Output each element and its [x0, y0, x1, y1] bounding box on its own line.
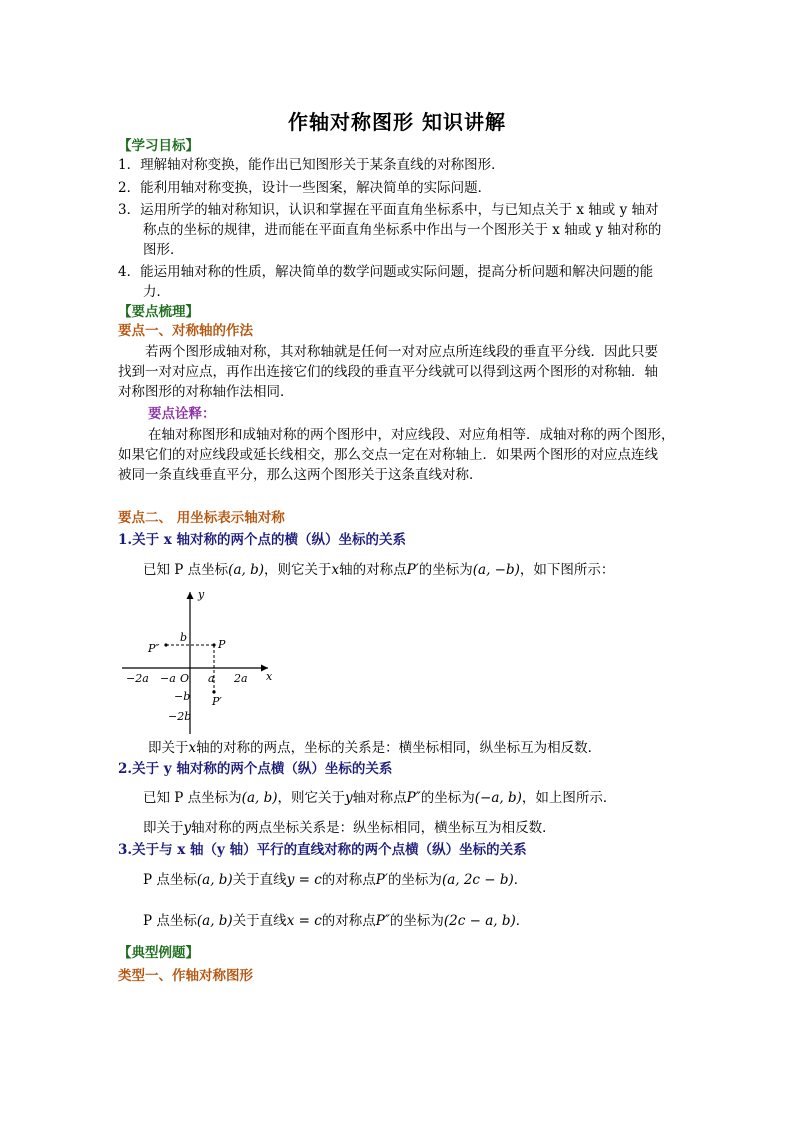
label-neg-a: −a: [160, 672, 176, 685]
point-P-prime: [212, 690, 215, 693]
goal-2: 2．能利用轴对称变换，设计一些图案，解决简单的实际问题．: [118, 180, 492, 196]
point2-sub1-text: 已知 P 点坐标(a, b)，则它关于x轴的对称点P′的坐标为(a, −b)，如下图所示：: [143, 562, 615, 578]
point2-sub2-conclusion: 即关于y轴对称的两点坐标关系是：纵坐标相同，横坐标互为相反数．: [143, 820, 556, 836]
goal-3a: 3．运用所学的轴对称知识，认识和掌握在平面直角坐标系中，与已知点关于 x 轴或 y 轴对: [118, 202, 659, 218]
label-P: P: [218, 638, 226, 651]
point2-sub3: 3.关于与 x 轴（y 轴）平行的直线对称的两个点横（纵）坐标的关系: [118, 842, 527, 858]
point1-note-line3: 被同一条直线垂直平分，那么这两个图形关于这条直线对称．: [118, 467, 483, 483]
point-P-double-prime: [164, 643, 167, 646]
type1-heading: 类型一、作轴对称图形: [118, 968, 253, 984]
point1-note-line2: 如果它们的对应线段或延长线相交，那么交点一定在对称轴上．如果两个图形的对应点连线: [118, 447, 658, 463]
goal-4b: 力．: [143, 284, 170, 300]
label-y: y: [198, 588, 205, 601]
point1-note-label: 要点诠释：: [148, 406, 216, 422]
label-b: b: [180, 631, 188, 644]
goal-1: 1．理解轴对称变换，能作出已知图形关于某条直线的对称图形．: [118, 157, 505, 173]
goal-3b: 称点的坐标的规律，进而能在平面直角坐标系中作出与一个图形关于 x 轴或 y 轴对称的: [143, 222, 662, 238]
point2-sub3-line2: P 点坐标(a, b)关于直线x = c的对称点P″的坐标为(2c − a, b)．: [143, 913, 530, 929]
section-points: 【要点梳理】: [118, 304, 199, 320]
point2-heading: 要点二、 用坐标表示轴对称: [118, 510, 285, 526]
label-P-double-prime: P″: [148, 642, 160, 655]
label-x: x: [266, 670, 273, 683]
goal-3c: 图形．: [143, 242, 184, 258]
label-P-prime: P′: [212, 695, 222, 708]
label-neg-2a: −2a: [126, 672, 149, 685]
point2-sub2-text: 已知 P 点坐标为(a, b)，则它关于y轴对称点P″的坐标为(−a, b)，如上图所示．: [143, 790, 617, 806]
goal-4a: 4．能运用轴对称的性质，解决简单的数学问题或实际问题，提高分析问题和解决问题的能: [118, 264, 654, 280]
point2-sub1: 1.关于 x 轴对称的两个点的横（纵）坐标的关系: [118, 532, 407, 548]
coordinate-figure: [118, 586, 288, 738]
point1-line3: 对称图形的对称轴作法相同．: [118, 384, 294, 400]
label-neg-2b: −2b: [168, 710, 192, 723]
page-title: 作轴对称图形 知识讲解: [288, 110, 506, 134]
point2-sub3-line1: P 点坐标(a, b)关于直线y = c的对称点P′的坐标为(a, 2c − b)．: [143, 872, 528, 888]
point1-heading: 要点一、对称轴的作法: [118, 323, 253, 339]
label-2a: 2a: [234, 672, 248, 685]
point1-line1: 若两个图形成轴对称，其对称轴就是任何一对对应点所连线段的垂直平分线．因此只要: [145, 344, 658, 360]
section-goals: 【学习目标】: [118, 138, 199, 154]
section-examples: 【典型例题】: [118, 945, 199, 961]
point1-line2: 找到一对对应点，再作出连接它们的线段的垂直平分线就可以得到这两个图形的对称轴．轴: [118, 364, 658, 380]
point2-sub1-conclusion: 即关于x轴的对称的两点，坐标的关系是：横坐标相同，纵坐标互为相反数．: [148, 740, 602, 756]
point2-sub2: 2.关于 y 轴对称的两个点横（纵）坐标的关系: [118, 761, 393, 777]
point1-note-line1: 在轴对称图形和成轴对称的两个图形中，对应线段、对应角相等．成轴对称的两个图形，: [148, 427, 675, 443]
point-P: [212, 643, 215, 646]
label-origin: O: [180, 672, 190, 685]
label-a: a: [208, 672, 215, 685]
label-neg-b: −b: [174, 690, 191, 703]
